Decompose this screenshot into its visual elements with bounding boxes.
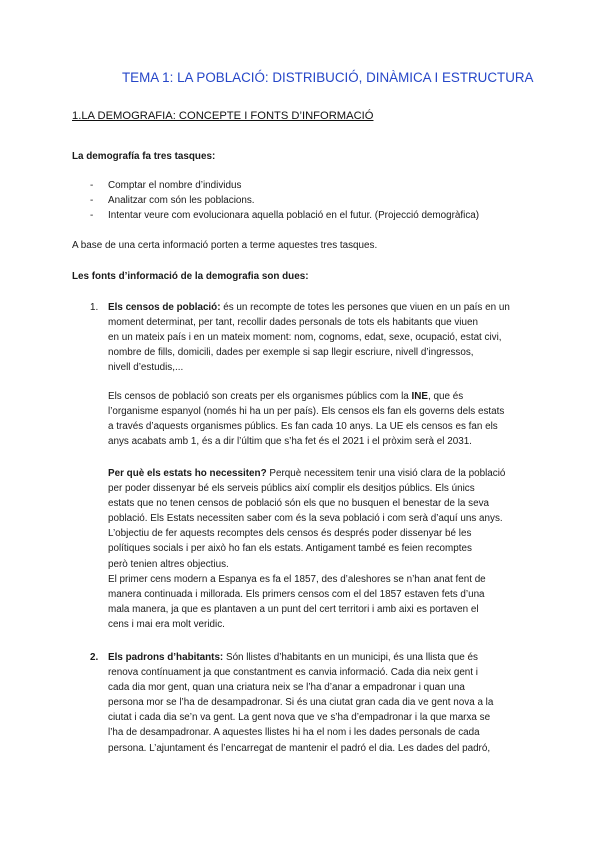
text-line: a través d’aquests organismes públics. Es fan cada 10 anys. La UE els censos es fan els [108, 421, 498, 433]
list-item-text: Analitzar com són les poblacions. [108, 195, 255, 206]
why-lead: Per què els estats ho necessiten? [108, 468, 267, 479]
text-line: cens i mai era molt veridic. [108, 618, 225, 630]
item2-lead: Els padrons d’habitants: [108, 652, 224, 663]
text-line: manera continuada i millorada. Els primers censos com el del 1857 estaven fets d’una [108, 588, 485, 600]
text-line: nivell d’estudis,... [108, 362, 184, 374]
text-line: població. Els Estats necessiten saber com és la seva població i com serà d’aquí uns anys. [108, 513, 503, 525]
list-item [90, 178, 479, 193]
list-item [90, 208, 479, 223]
text-line: és un recompte de totes les persones que viuen en un país en un [220, 302, 510, 313]
text-line: Són llistes d’habitants en un municipi, és una llista que és [223, 652, 478, 663]
text-line: però tenien altres objectius. [108, 558, 229, 570]
list-item-text: Intentar veure com evolucionara aquella població en el futur. (Projecció demogràfica) [108, 210, 480, 221]
text-line: en un mateix país i en un mateix moment: nom, cognoms, edat, sexe, ocupació, estat civi, [108, 332, 502, 344]
item-number: 1. [90, 302, 99, 313]
paragraph-abase: A base de una certa informació porten a terme aquestes tres tasques. [72, 240, 378, 251]
ine-label: INE [411, 391, 428, 402]
intro-heading: La demografía fa tres tasques: [72, 151, 216, 162]
item2-paragraph [108, 650, 578, 756]
text-line: l’ha de desampadronar. A aquestes llistes hi ha el nom i les dades personals de cada [108, 727, 480, 739]
text-line: moment determinat, per tant, recollir dades personals de tots els habitants que viuen [108, 317, 478, 329]
section-heading: 1.LA DEMOGRAFIA: CONCEPTE I FONTS D’INFORMACIÓ [72, 110, 374, 122]
list-item-text: Comptar el nombre d’individus [108, 180, 242, 191]
task-list [90, 178, 479, 223]
item1-lead: Els censos de població: [108, 302, 221, 313]
text-line: l’organisme espanyol (només hi ha un per país). Els censos els fan els governs dels estats [108, 406, 505, 418]
text-line: Perquè necessitem tenir una visió clara de la població [266, 468, 506, 479]
text-line: El primer cens modern a Espanya es fa el 1857, des d’aleshores se n’han anat fent de [108, 573, 486, 585]
text-line: renova contínuament ja que constantment es canvia informació. Cada dia neix gent i [108, 667, 478, 679]
why-paragraph [108, 466, 578, 632]
text-line: ciutat i cada dia se’n va gent. La gent nova que ve s’ha d’empadronar i la que marxa se [108, 712, 491, 724]
item1-paragraph [108, 300, 578, 375]
sources-heading: Les fonts d’informació de la demografia son dues: [72, 271, 309, 282]
bullet-dash: - [90, 210, 94, 221]
item-number: 2. [90, 652, 99, 663]
census-paragraph [108, 389, 578, 449]
text-line: persona. L’ajuntament és l’encarregat de mantenir el padró el dia. Les dades del padró, [108, 742, 491, 754]
document-title: TEMA 1: LA POBLACIÓ: DISTRIBUCIÓ, DINÀMICA I ESTRUCTURA [122, 70, 534, 85]
bullet-dash: - [90, 180, 94, 191]
text-line: cada dia mor gent, quan una criatura neix se l’ha d’anar a empadronar i quan una [108, 682, 465, 694]
list-item [90, 193, 479, 208]
text-line: persona mor se l’ha de desampadronar. Si és una ciutat gran cada dia ve gent nova a la [108, 697, 494, 709]
text-line: estats que no tenen censos de població són els que no busquen el benestar de la seva [108, 498, 490, 510]
text-line: L’objectiu de fer aquests recomptes dels censos és després poder dissenyar bé les [108, 528, 472, 540]
text-line: mala manera, ja que es plantaven a un punt del cert territori i amb aixi es portaven el [108, 603, 479, 615]
text-line: Els censos de població son creats per els organismes públics com la [108, 391, 412, 402]
text-line: , que és [428, 391, 464, 402]
bullet-dash: - [90, 195, 94, 206]
text-line: anys acabats amb 1, és a dir l’últim que s’ha fet és el 2021 i el pròxim serà el 2031. [108, 436, 472, 448]
text-line: polítiques socials i per això ho fan els estats. Antigament també es feien recomptes [108, 543, 472, 555]
text-line: nombre de fills, domicili, dades per exemple si sap llegir escriure, nivell d’ingressos, [108, 347, 474, 359]
text-line: per poder dissenyar bé els serveis públics així complir els desitjos públics. Els únics [108, 483, 475, 495]
